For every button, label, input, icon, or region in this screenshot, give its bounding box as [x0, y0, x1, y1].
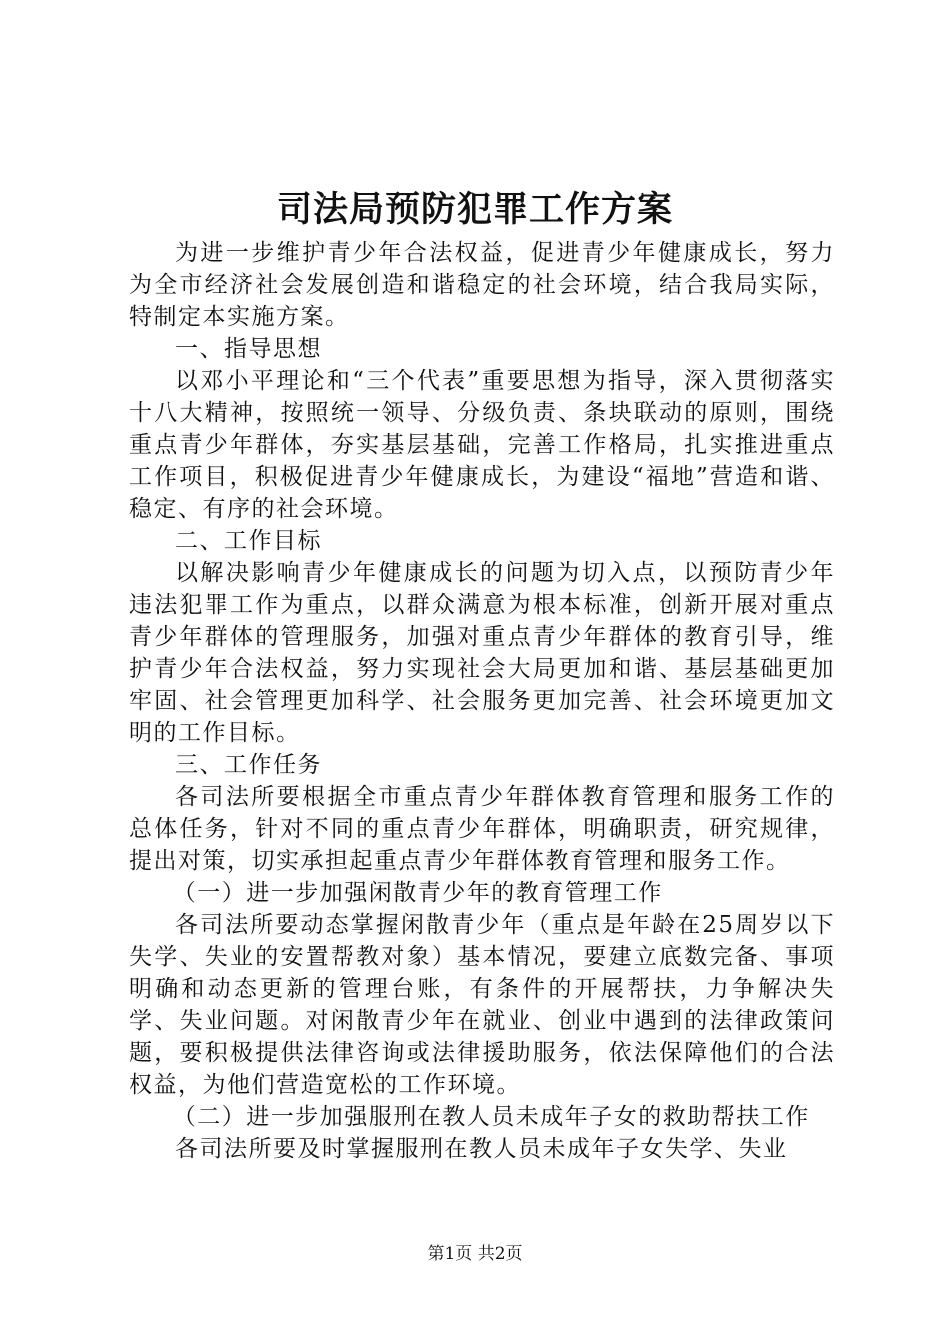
section-heading-guiding-ideology: 一、指导思想 [175, 336, 322, 362]
body-paragraph: 各司法所要动态掌握闲散青少年（重点是年龄在25周岁以下失学、失业的安置帮教对象）基本情况，要建立底数完备、事项明确和动态更新的管理台账，有条件的开展帮扶，力争解决失学、失业问题。对闲散青少年在就业、创业中遇到的法律政策问题，要积极提供法律咨询或法律援助服务，依法保障他们的合法权益，为他们营造宽松的工作环境。 [129, 912, 835, 1098]
document-title: 司法局预防犯罪工作方案 [276, 189, 673, 230]
section-heading-work-goals: 二、工作目标 [175, 528, 322, 554]
intro-paragraph: 为进一步维护青少年合法权益，促进青少年健康成长，努力为全市经济社会发展创造和谐稳定的社会环境，结合我局实际，特制定本实施方案。 [129, 240, 835, 330]
section-heading-work-tasks: 三、工作任务 [175, 752, 322, 778]
page-footer: 第1页 共2页 [427, 1244, 523, 1264]
body-paragraph: 以解决影响青少年健康成长的问题为切入点，以预防青少年违法犯罪工作为重点，以群众满意为根本标准，创新开展对重点青少年群体的管理服务，加强对重点青少年群体的教育引导，维护青少年合法权益，努力实现社会大局更加和谐、基层基础更加牢固、社会管理更加科学、社会服务更加完善、社会环境更加文明的工作目标。 [129, 560, 835, 746]
body-paragraph: 以邓小平理论和“三个代表”重要思想为指导，深入贯彻落实十八大精神，按照统一领导、分级负责、条块联动的原则，围绕重点青少年群体，夯实基层基础，完善工作格局，扎实推进重点工作项目，积极促进青少年健康成长，为建设“福地”营造和谐、稳定、有序的社会环境。 [129, 368, 835, 522]
subsection-heading-idle-youth: （一）进一步加强闲散青少年的教育管理工作 [172, 880, 663, 906]
document-body [129, 237, 835, 1165]
subsection-heading-inmate-children: （二）进一步加强服刑在教人员未成年子女的救助帮扶工作 [172, 1104, 810, 1130]
body-paragraph: 各司法所要及时掌握服刑在教人员未成年子女失学、失业 [175, 1136, 788, 1162]
body-paragraph: 各司法所要根据全市重点青少年群体教育管理和服务工作的总体任务，针对不同的重点青少年群体，明确职责，研究规律，提出对策，切实承担起重点青少年群体教育管理和服务工作。 [129, 784, 835, 874]
